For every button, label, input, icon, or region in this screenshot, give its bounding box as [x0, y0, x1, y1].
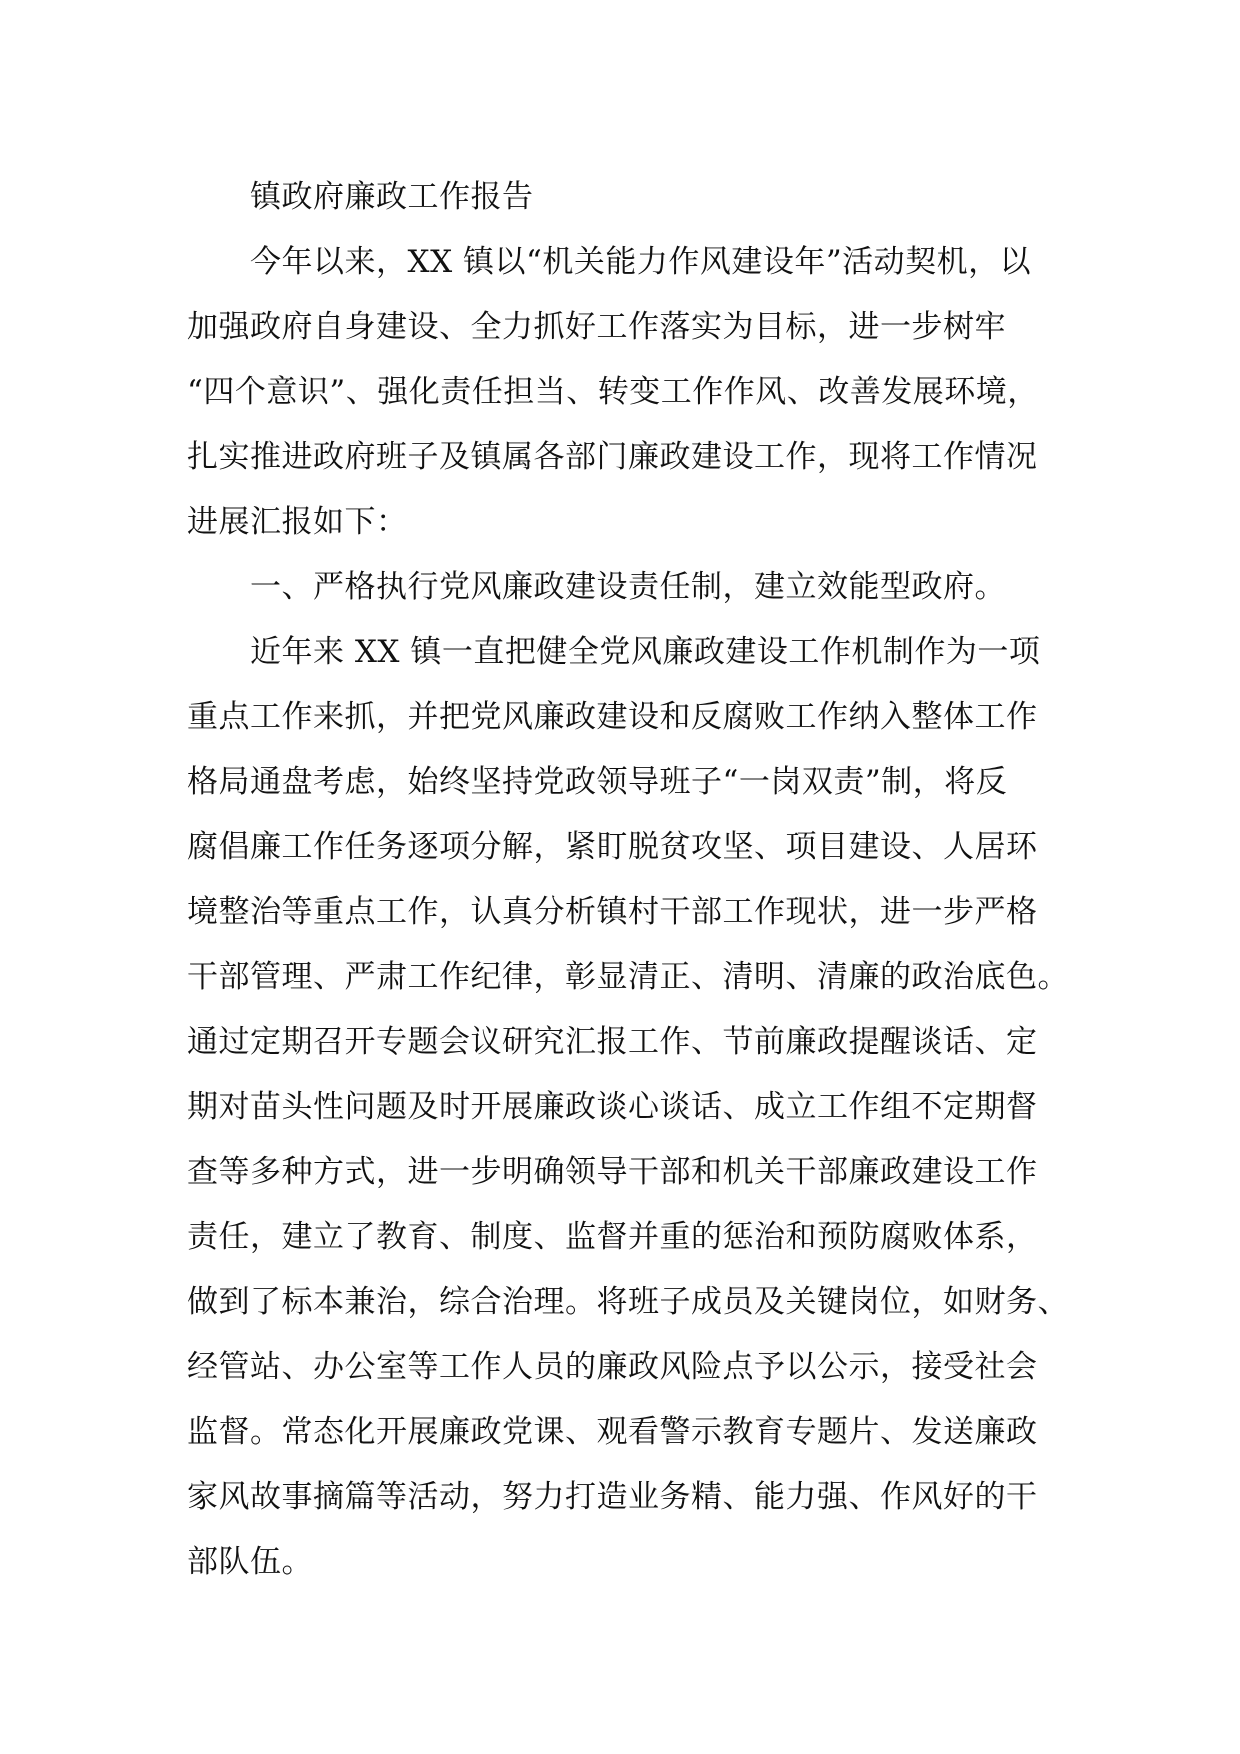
paragraph-line: 期对苗头性问题及时开展廉政谈心谈话、成立工作组不定期督 [187, 1089, 1038, 1125]
paragraph-line: “四个意识”、强化责任担当、转变工作作风、改善发展环境， [187, 374, 1039, 410]
document-title: 镇政府廉政工作报告 [250, 179, 534, 215]
section-heading-line: 一、严格执行党风廉政建设责任制，建立效能型政府。 [250, 569, 1006, 605]
paragraph-line: 监督。常态化开展廉政党课、观看警示教育专题片、发送廉政 [187, 1414, 1038, 1450]
paragraph-line: 腐倡廉工作任务逐项分解，紧盯脱贫攻坚、项目建设、人居环 [187, 829, 1038, 865]
document-page [187, 165, 1082, 1595]
paragraph-line: 格局通盘考虑，始终坚持党政领导班子“一岗双责”制，将反 [187, 764, 1008, 800]
paragraph-line: 经管站、办公室等工作人员的廉政风险点予以公示，接受社会 [187, 1349, 1038, 1385]
paragraph-line: 加强政府自身建设、全力抓好工作落实为目标，进一步树牢 [187, 309, 1006, 345]
paragraph-line: 境整治等重点工作，认真分析镇村干部工作现状，进一步严格 [187, 894, 1038, 930]
section-heading [187, 555, 1082, 620]
paragraph-intro [187, 230, 1082, 555]
paragraph-line: 干部管理、严肃工作纪律，彰显清正、清明、清廉的政治底色。 [187, 959, 1069, 995]
paragraph-line: 扎实推进政府班子及镇属各部门廉政建设工作，现将工作情况 [187, 439, 1038, 475]
paragraph-line: 做到了标本兼治，综合治理。将班子成员及关键岗位，如财务、 [187, 1284, 1069, 1320]
paragraph-line: 家风故事摘篇等活动，努力打造业务精、能力强、作风好的干 [187, 1479, 1038, 1515]
paragraph-body [187, 620, 1082, 1595]
paragraph-line: 部队伍。 [187, 1544, 313, 1580]
paragraph-line: 进展汇报如下： [187, 504, 408, 540]
paragraph-line: 查等多种方式，进一步明确领导干部和机关干部廉政建设工作 [187, 1154, 1038, 1190]
paragraph-line: 重点工作来抓，并把党风廉政建设和反腐败工作纳入整体工作 [187, 699, 1038, 735]
paragraph-line: 责任，建立了教育、制度、监督并重的惩治和预防腐败体系， [187, 1219, 1038, 1255]
paragraph-line: 今年以来，XX 镇以“机关能力作风建设年”活动契机，以 [250, 244, 1032, 280]
paragraph-line: 通过定期召开专题会议研究汇报工作、节前廉政提醒谈话、定 [187, 1024, 1038, 1060]
paragraph-line: 近年来 XX 镇一直把健全党风廉政建设工作机制作为一项 [250, 634, 1041, 670]
